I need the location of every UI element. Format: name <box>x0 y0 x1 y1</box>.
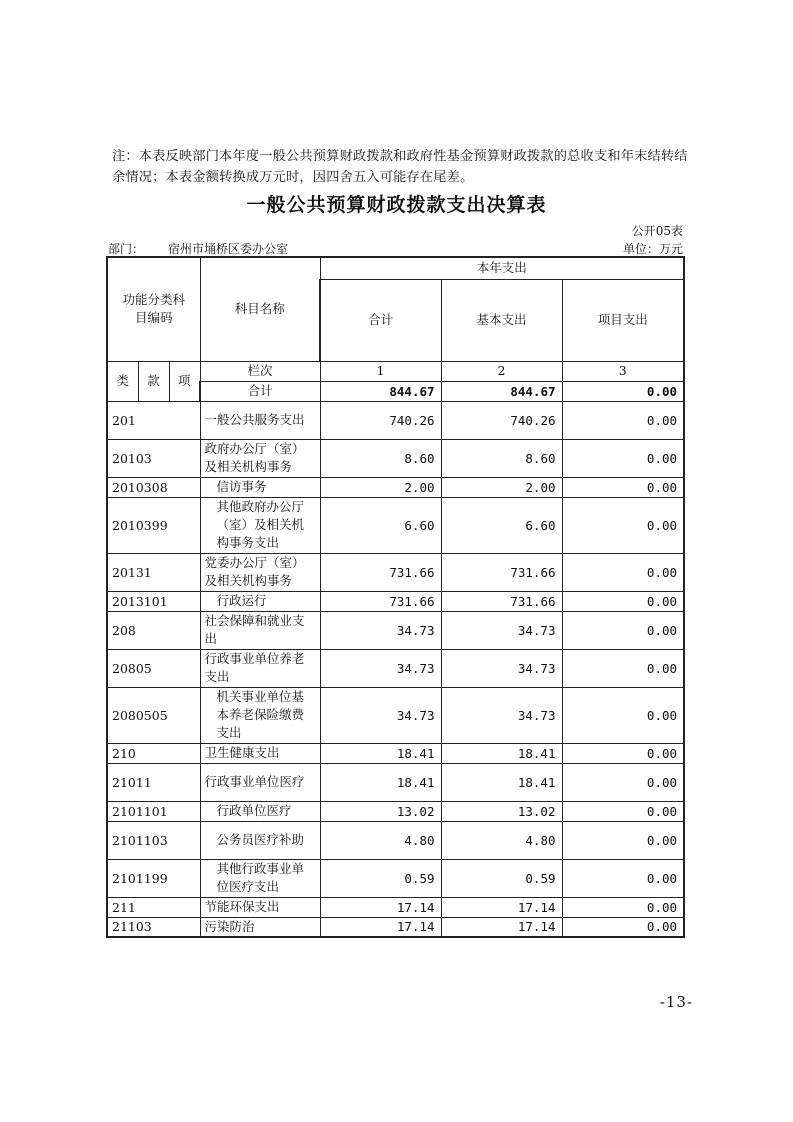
total-row-basic: 844.67 <box>441 381 562 401</box>
subject-name-header: 科目名称 <box>200 257 320 361</box>
table-row: 2080505 机关事业单位基本养老保险缴费支出 34.73 34.73 0.00 <box>107 687 684 743</box>
col-number-3: 3 <box>562 361 684 381</box>
table-row: 2010399 其他政府办公厅（室）及相关机构事务支出 6.60 6.60 0.00 <box>107 497 684 553</box>
table-row: 208 社会保障和就业支出 34.73 34.73 0.00 <box>107 611 684 649</box>
form-code: 公开05表 <box>631 224 683 238</box>
table-row: 20103 政府办公厅（室）及相关机构事务 8.60 8.60 0.00 <box>107 439 684 477</box>
total-row-total: 844.67 <box>320 381 441 401</box>
col-number-1: 1 <box>320 361 441 381</box>
department-label: 部门： <box>108 242 145 256</box>
table-row: 2010308 信访事务 2.00 2.00 0.00 <box>107 477 684 497</box>
table-row: 20805 行政事业单位养老支出 34.73 34.73 0.00 <box>107 649 684 687</box>
table-row: 210 卫生健康支出 18.41 18.41 0.00 <box>107 743 684 763</box>
total-row-label: 合计 <box>200 381 320 401</box>
func-class-header: 功能分类科目编码 <box>107 257 200 361</box>
current-year-header: 本年支出 <box>320 257 684 279</box>
column-label: 栏次 <box>200 361 320 381</box>
project-header: 项目支出 <box>562 279 684 361</box>
unit-label: 单位：万元 <box>622 242 683 256</box>
table-note: 注：本表反映部门本年度一般公共预算财政拨款和政府性基金预算财政拨款的总收支和年末结转结余情况；本表金额转换成万元时，因四舍五入可能存在尾差。 <box>112 149 688 185</box>
department-line <box>108 240 288 257</box>
basic-header: 基本支出 <box>441 279 562 361</box>
total-header: 合计 <box>320 279 441 361</box>
page-number: -13- <box>659 993 693 1011</box>
expenditure-table <box>106 256 685 938</box>
xiang-header: 项 <box>169 361 200 401</box>
table-row: 2013101 行政运行 731.66 731.66 0.00 <box>107 591 684 611</box>
table-row: 21011 行政事业单位医疗 18.41 18.41 0.00 <box>107 763 684 801</box>
kuan-header: 款 <box>138 361 169 401</box>
table-row: 201 一般公共服务支出 740.26 740.26 0.00 <box>107 401 684 439</box>
total-row-project: 0.00 <box>562 381 684 401</box>
table-row: 20131 党委办公厅（室）及相关机构事务 731.66 731.66 0.00 <box>107 553 684 591</box>
table-row: 21103 污染防治 17.14 17.14 0.00 <box>107 917 684 937</box>
page-title: 一般公共预算财政拨款支出决算表 <box>246 194 547 216</box>
col-number-2: 2 <box>441 361 562 381</box>
department-name: 宿州市埇桥区委办公室 <box>168 242 289 256</box>
table-row: 2101103 公务员医疗补助 4.80 4.80 0.00 <box>107 821 684 859</box>
table-row: 2101199 其他行政事业单位医疗支出 0.59 0.59 0.00 <box>107 859 684 897</box>
table-row: 2101101 行政单位医疗 13.02 13.02 0.00 <box>107 801 684 821</box>
table-row: 211 节能环保支出 17.14 17.14 0.00 <box>107 897 684 917</box>
lei-header: 类 <box>107 361 138 401</box>
